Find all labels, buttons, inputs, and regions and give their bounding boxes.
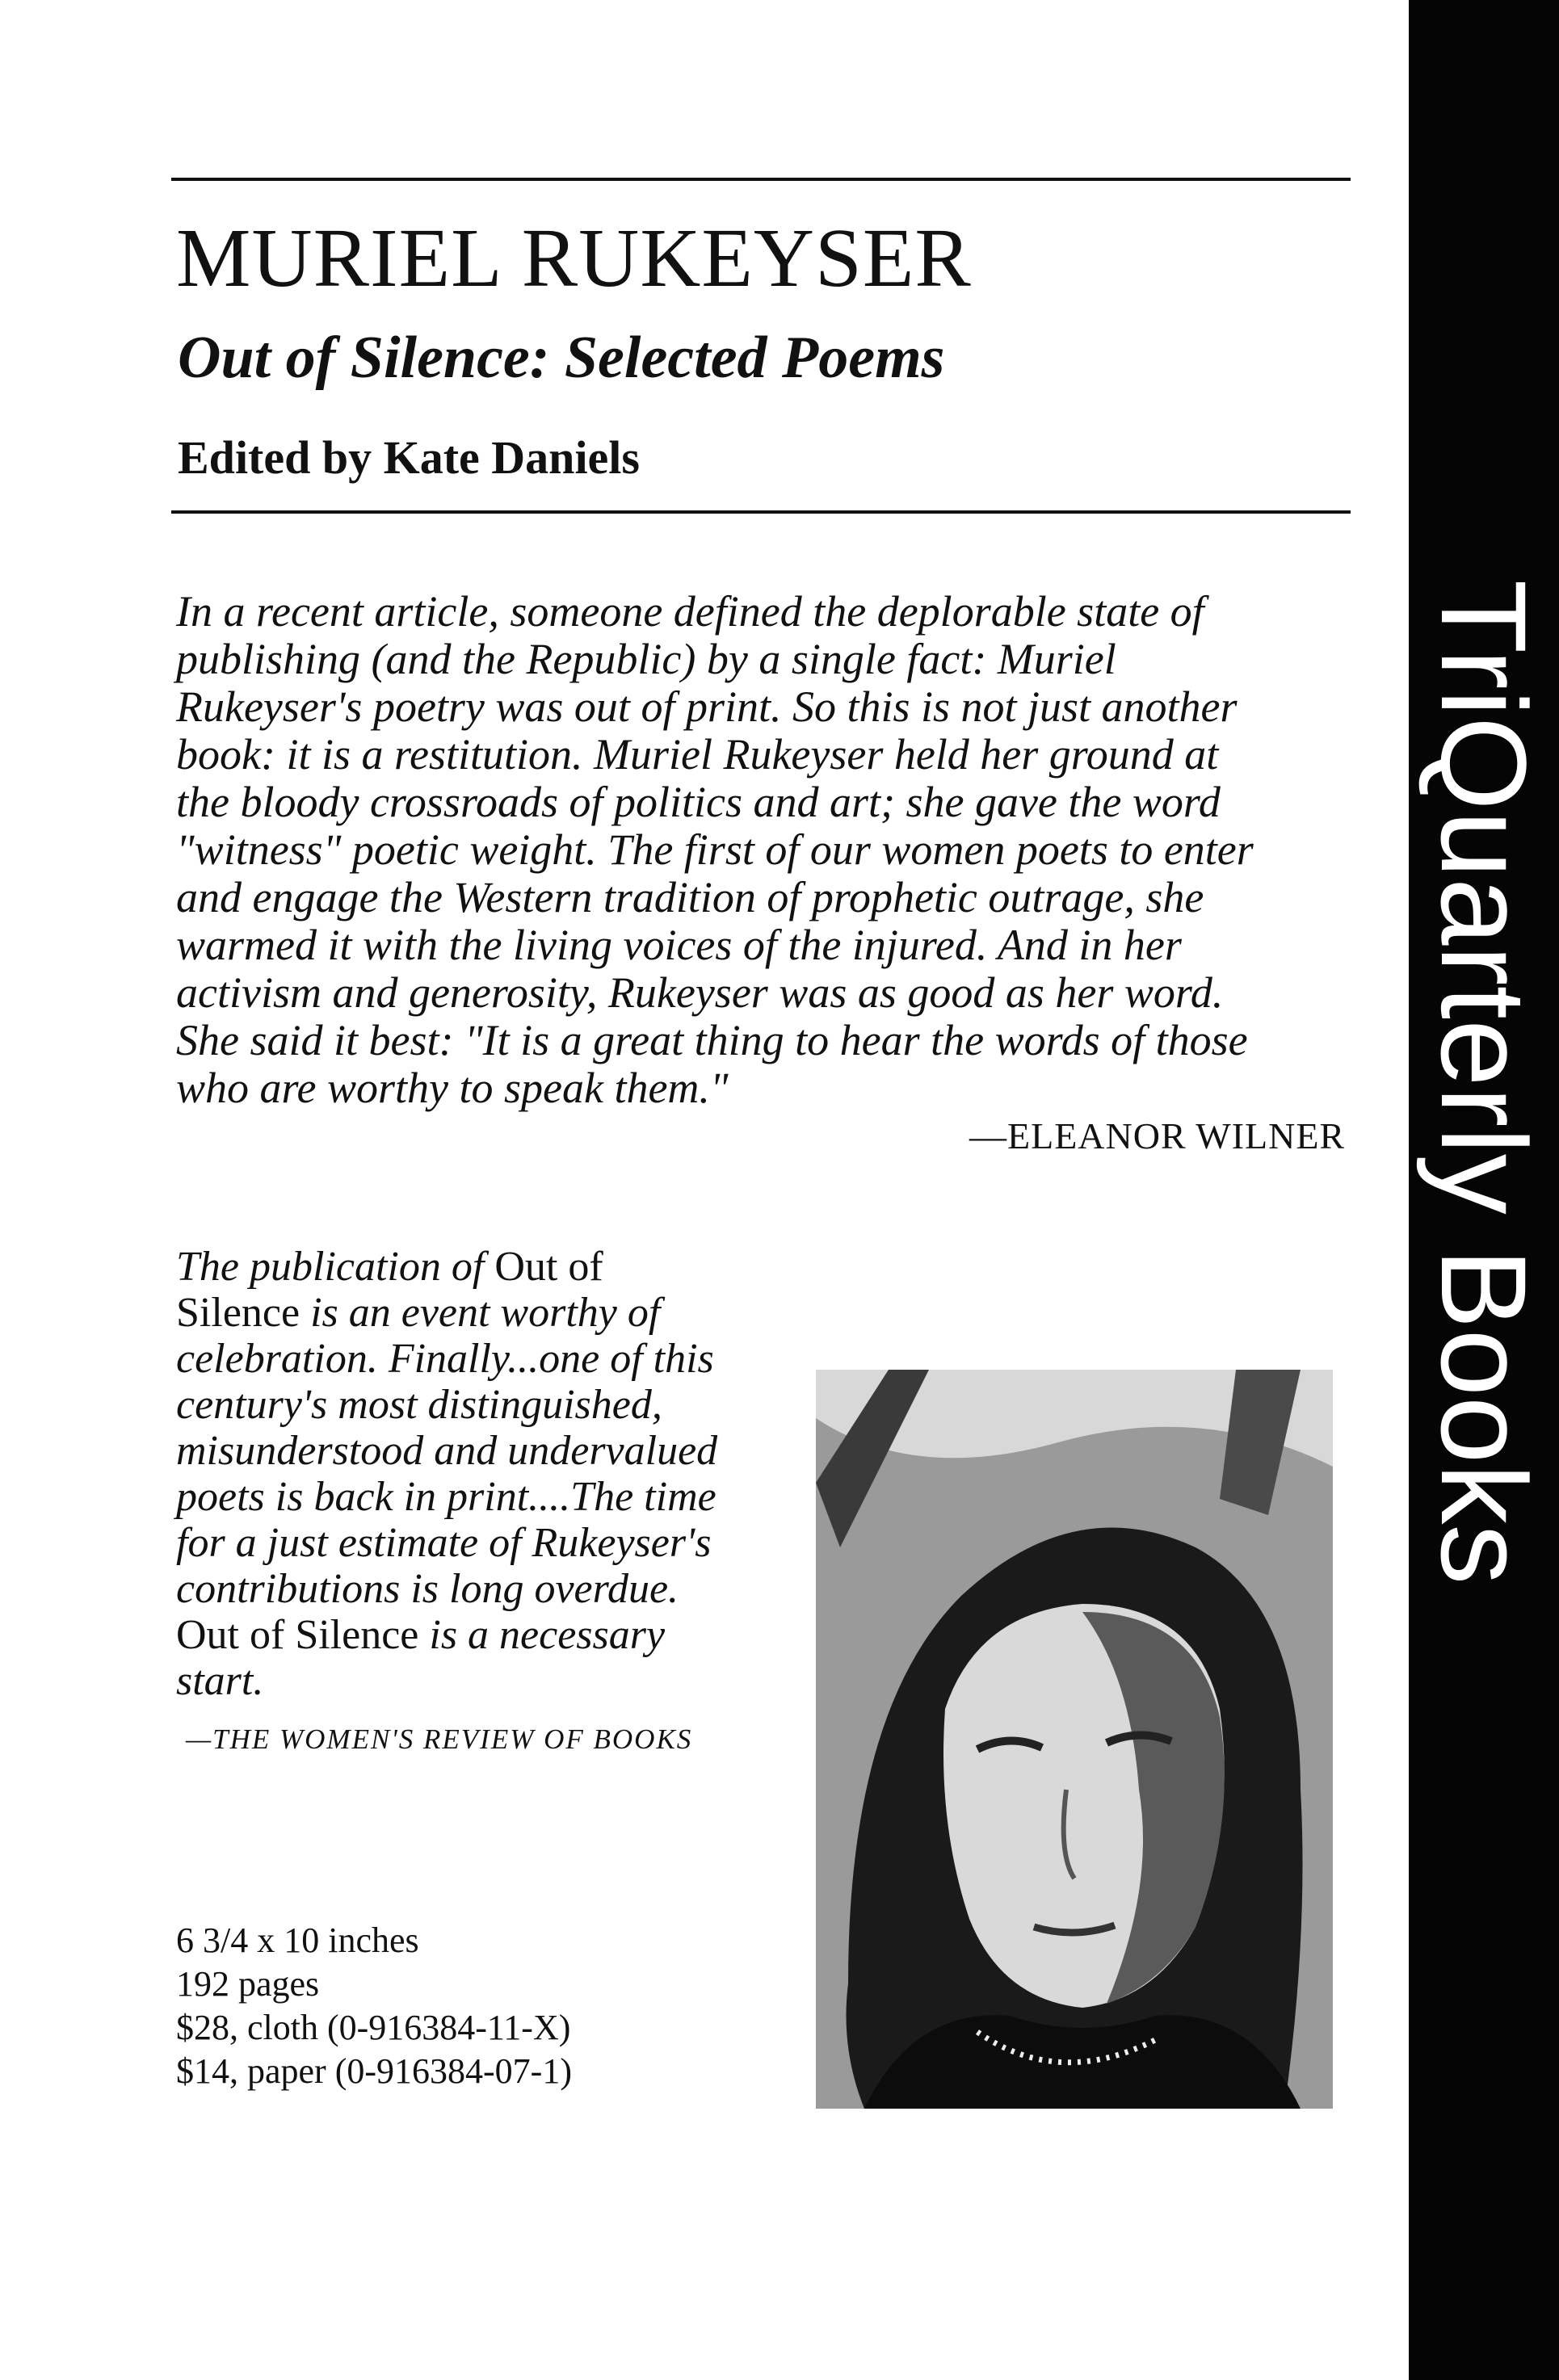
publisher-name: TriQuarterly Books [1416, 579, 1552, 1585]
review-title-ref: Silence [176, 1290, 300, 1336]
review-line: misunderstood and undervalued [176, 1428, 718, 1474]
blurb-line: the bloody crossroads of politics and art; she gave the word [176, 778, 1221, 826]
blurb-line: In a recent article, someone defined the deplorable state of [176, 587, 1204, 636]
review-text: The publication of [176, 1244, 495, 1290]
review-line [176, 1612, 774, 1658]
author-photo [816, 1370, 1333, 2109]
blurb-line: book: it is a restitution. Muriel Rukeyser held her ground at [176, 730, 1219, 779]
review-line: century's most distinguished, [176, 1382, 662, 1428]
review-attribution: —THE WOMEN'S REVIEW OF BOOKS [186, 1723, 693, 1755]
blurb-line: Rukeyser's poetry was out of print. So this is not just another [176, 682, 1238, 731]
spec-paper-price: $14, paper (0-916384-07-1) [176, 2051, 572, 2091]
review-title-ref: Out of Silence [176, 1612, 419, 1658]
review-text: is an event worthy of [300, 1290, 661, 1336]
review-text: is a necessary [418, 1612, 666, 1658]
review-line: poets is back in print....The time [176, 1474, 716, 1520]
review-line: for a just estimate of Rukeyser's [176, 1520, 712, 1566]
portrait-illustration [816, 1370, 1333, 2109]
spec-pages: 192 pages [176, 1964, 320, 2004]
blurb-line: "witness" poetic weight. The first of our women poets to enter [176, 825, 1254, 874]
blurb-quote [176, 588, 1364, 1112]
blurb-line: She said it best: "It is a great thing to hear the words of those [176, 1016, 1248, 1064]
review-title-ref: Out of [494, 1244, 603, 1290]
middle-rule [171, 510, 1351, 514]
blurb-line: and engage the Western tradition of prophetic outrage, she [176, 873, 1204, 921]
editor-line: Edited by Kate Daniels [178, 431, 640, 484]
review-line [176, 1290, 774, 1336]
review-line: contributions is long overdue. [176, 1566, 679, 1612]
book-title: Out of Silence: Selected Poems [178, 325, 945, 391]
author-name: MURIEL RUKEYSER [176, 212, 972, 304]
blurb-line: publishing (and the Republic) by a single fact: Muriel [176, 635, 1116, 683]
blurb-line: warmed it with the living voices of the injured. And in her [176, 921, 1182, 969]
blurb-line: activism and generosity, Rukeyser was as good as her word. [176, 968, 1224, 1017]
blurb-attribution: —ELEANOR WILNER [969, 1115, 1346, 1156]
top-rule [171, 178, 1351, 181]
spec-size: 6 3/4 x 10 inches [176, 1920, 419, 1960]
review-line: start. [176, 1658, 264, 1704]
review-line: celebration. Finally...one of this [176, 1336, 714, 1382]
review-quote [176, 1244, 774, 1704]
review-line [176, 1244, 774, 1290]
spec-cloth-price: $28, cloth (0-916384-11-X) [176, 2008, 571, 2047]
blurb-line: who are worthy to speak them." [176, 1064, 729, 1112]
book-specs [176, 1919, 572, 2093]
